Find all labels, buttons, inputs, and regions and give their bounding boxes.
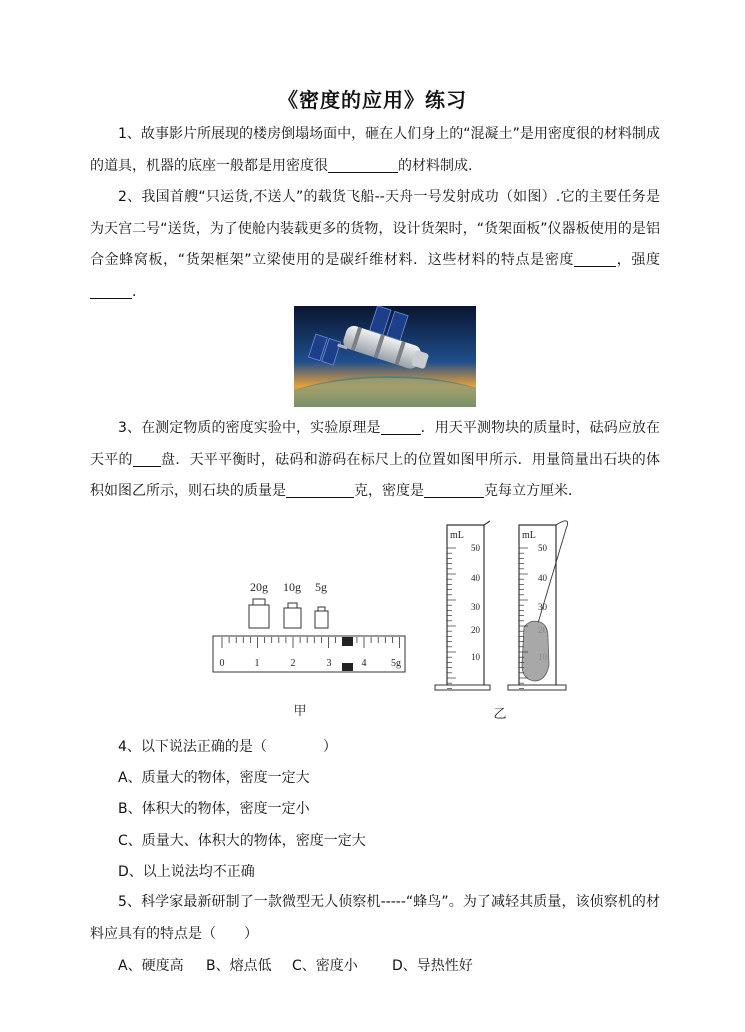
experiment-figure bbox=[200, 515, 580, 720]
q3-text-c: 盘．天平平衡时，砝码和游码在标尺上的位置如图甲所示．用量筒量出石块的体积如图乙所示，则石块的质量是 bbox=[90, 451, 661, 500]
q3-blank-1 bbox=[381, 433, 421, 435]
q3-blank-2 bbox=[133, 465, 161, 467]
q3-blank-4 bbox=[424, 496, 484, 498]
q5-option-b: B、熔点低 bbox=[206, 958, 272, 974]
q4-stem: 4、以下说法正确的是（ ） bbox=[118, 739, 337, 755]
q1-blank bbox=[328, 171, 398, 173]
question-3 bbox=[90, 413, 660, 508]
c1-tick-30: 30 bbox=[471, 602, 480, 612]
balance-scale-ruler bbox=[213, 636, 405, 672]
question-1 bbox=[90, 119, 660, 182]
q1-text-a: 1、故事影片所展现的楼房倒塌场面中，砸在人们身上的“混凝土”是用密度很 bbox=[118, 126, 590, 142]
weight-10g bbox=[284, 603, 301, 628]
q2-blank-1 bbox=[574, 265, 616, 267]
q2-text-c: . bbox=[132, 283, 137, 300]
caption-yi: 乙 bbox=[493, 707, 507, 720]
scale-label-2: 2 bbox=[290, 658, 296, 669]
q1-text-c: 的材料制成. bbox=[398, 157, 473, 174]
q5-option-a: A、硬度高 bbox=[118, 958, 184, 974]
c1-tick-20: 20 bbox=[471, 625, 480, 635]
rider-top bbox=[342, 637, 353, 646]
q2-text-a: 2、我国首艘“只运货,不送人”的载货飞船--天舟一号发射成功（如图）.它的主要任务是为天宫二号“送货，为了使舱内装载更多的货物，设计货架时，“货架面板”仪器板使用的是铝合金蜂窝板，“货架框架”立梁使用的是碳纤维材料．这些材料的特点是密度 bbox=[90, 189, 660, 269]
q5-options bbox=[118, 956, 473, 976]
c2-tick-40: 40 bbox=[538, 573, 547, 583]
q4-option-a: A、质量大的物体，密度一定大 bbox=[118, 770, 310, 786]
q3-text-b: ．用天平测物块的质量时，砝码应放在天平的 bbox=[90, 420, 661, 468]
question-2 bbox=[90, 182, 660, 308]
q4-option-b: B、体积大的物体，密度一定小 bbox=[118, 801, 310, 817]
q5-option-d: D、导热性好 bbox=[392, 958, 473, 974]
c2-tick-50: 50 bbox=[538, 543, 547, 553]
cylinder-unit-1: mL bbox=[450, 530, 464, 541]
weight-label-10g: 10g bbox=[283, 580, 301, 594]
q4-option-c: C、质量大、体积大的物体，密度一定大 bbox=[118, 833, 366, 849]
stone-shape bbox=[522, 621, 549, 681]
q2-text-b: ，强度 bbox=[616, 252, 660, 269]
q3-text-d: 克，密度是 bbox=[354, 483, 424, 500]
c1-tick-10: 10 bbox=[471, 652, 480, 662]
page-title: 《密度的应用》练习 bbox=[278, 88, 467, 112]
weight-label-5g: 5g bbox=[315, 580, 327, 594]
weight-label-20g: 20g bbox=[250, 580, 268, 594]
c1-tick-40: 40 bbox=[471, 573, 480, 583]
c1-tick-50: 50 bbox=[471, 543, 480, 553]
weight-20g bbox=[249, 599, 269, 628]
q1-text-b: 的材料制成的道具，机器的底座一般都是用密度很 bbox=[90, 126, 660, 174]
scale-label-5g: 5g bbox=[391, 658, 401, 669]
q2-blank-2 bbox=[90, 297, 132, 299]
c2-tick-30: 30 bbox=[538, 602, 547, 612]
cylinder-unit-2: mL bbox=[522, 530, 536, 541]
spacecraft-photo bbox=[294, 306, 476, 407]
q5-stem: 5、科学家最新研制了一款微型无人侦察机-----“蜂鸟”。为了减轻其质量，该侦察机的材料应具有的特点是（ ） bbox=[90, 894, 660, 942]
scale-label-0: 0 bbox=[219, 658, 225, 669]
q3-blank-3 bbox=[286, 496, 354, 498]
scale-label-3: 3 bbox=[326, 658, 332, 669]
caption-jia: 甲 bbox=[293, 704, 307, 719]
weight-5g bbox=[315, 607, 328, 628]
scale-label-4: 4 bbox=[361, 658, 367, 669]
q3-text-a: 3、在测定物质的密度实验中，实验原理是 bbox=[118, 420, 381, 436]
graduated-cylinder-water bbox=[435, 521, 490, 690]
scale-label-1: 1 bbox=[254, 658, 260, 669]
q4-option-d: D、以上说法均不正确 bbox=[118, 864, 255, 880]
rider-bottom bbox=[342, 663, 353, 671]
q3-text-e: 克每立方厘米． bbox=[484, 483, 582, 500]
q5-option-c: C、密度小 bbox=[292, 958, 358, 974]
graduated-cylinder-stone bbox=[508, 521, 568, 690]
